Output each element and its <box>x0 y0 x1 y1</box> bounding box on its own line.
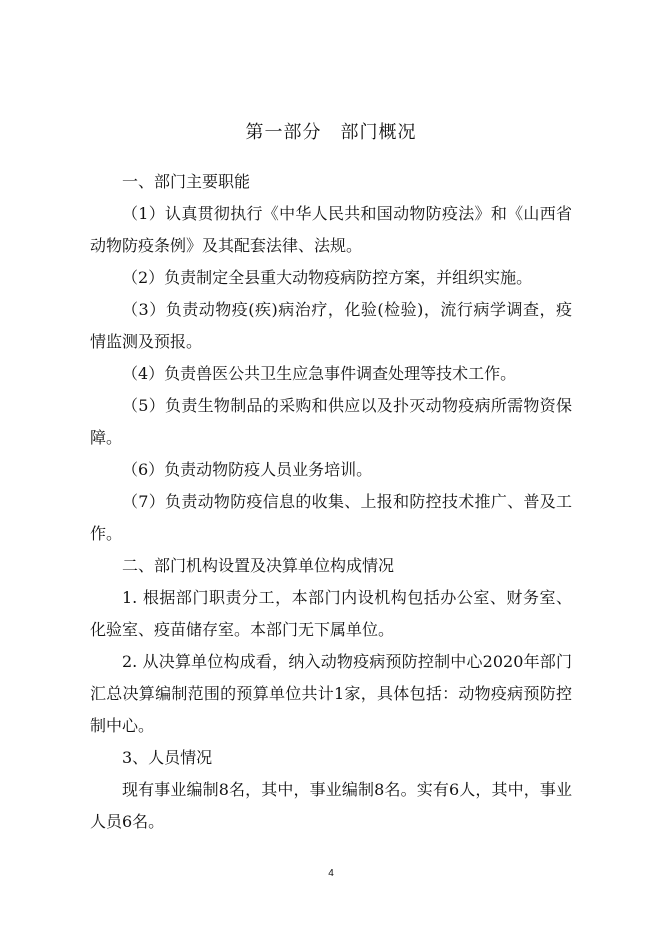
section-heading-staff: 3、人员情况 <box>122 748 213 767</box>
section-heading-structure: 二、部门机构设置及决算单位构成情况 <box>122 556 395 575</box>
paragraph: （2）负责制定全县重大动物疫病防控方案，并组织实施。 <box>122 268 533 287</box>
paragraph: 1. 根据部门职责分工，本部门内设机构包括办公室、财务室、化验室、疫苗储存室。本部门无下属单位。 <box>90 588 572 639</box>
paragraph: （6）负责动物防疫人员业务培训。 <box>122 460 373 479</box>
paragraph: （7）负责动物防疫信息的收集、上报和防控技术推广、普及工作。 <box>90 492 572 543</box>
document-body <box>90 166 572 838</box>
paragraph: （3）负责动物疫(疾)病治疗，化验(检验)，流行病学调查，疫情监测及预报。 <box>90 300 572 351</box>
paragraph: （1）认真贯彻执行《中华人民共和国动物防疫法》和《山西省动物防疫条例》及其配套法律、法规。 <box>90 204 572 255</box>
paragraph: 现有事业编制8名，其中，事业编制8名。实有6人，其中，事业人员6名。 <box>90 780 572 831</box>
paragraph: （4）负责兽医公共卫生应急事件调查处理等技术工作。 <box>122 364 517 383</box>
paragraph: （5）负责生物制品的采购和供应以及扑灭动物疫病所需物资保障。 <box>90 396 572 447</box>
section-heading-functions: 一、部门主要职能 <box>122 172 251 191</box>
page-title: 第一部分 部门概况 <box>245 122 417 143</box>
page-number: 4 <box>328 868 334 879</box>
paragraph: 2. 从决算单位构成看，纳入动物疫病预防控制中心2020年部门汇总决算编制范围的预算单位共计1家，具体包括：动物疫病预防控制中心。 <box>90 652 572 735</box>
